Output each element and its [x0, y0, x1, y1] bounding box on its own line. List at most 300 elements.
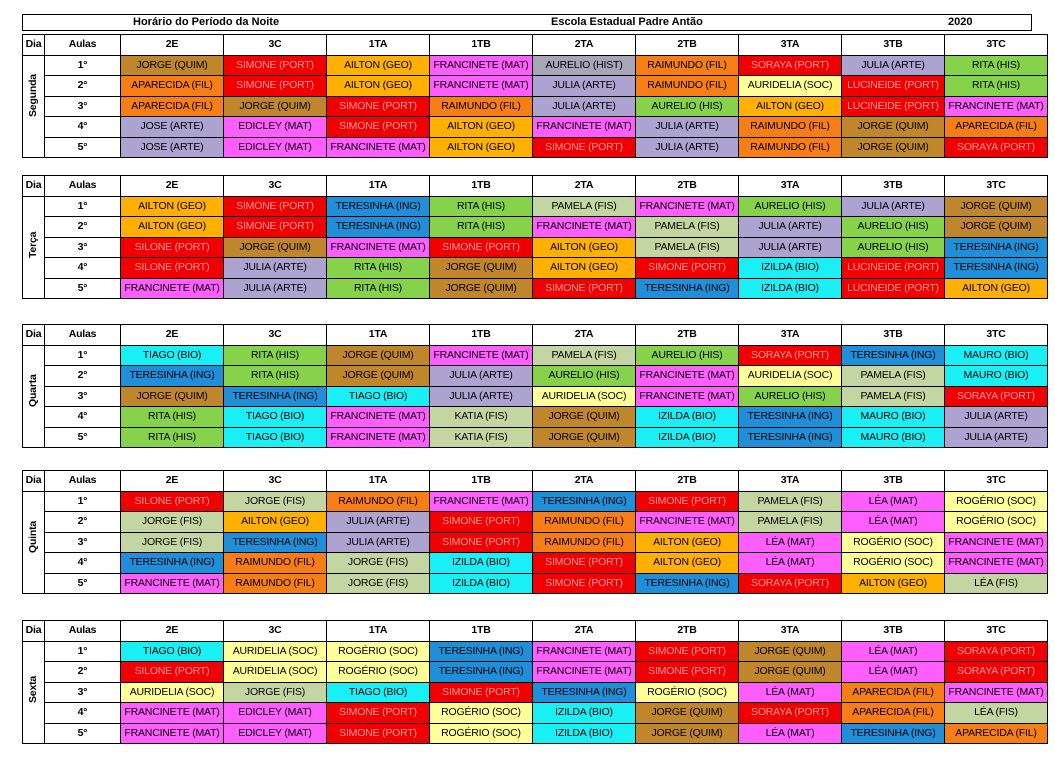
schedule-cell: AURELIO (HIS) — [636, 96, 739, 117]
schedule-cell: AILTON (GEO) — [327, 76, 430, 97]
day-name: Sexta — [27, 675, 39, 703]
schedule-cell: PAMELA (FIS) — [739, 512, 842, 533]
column-header: 2TA — [533, 176, 636, 197]
lesson-number: 3° — [45, 386, 121, 407]
schedule-cell: AURIDELIA (SOC) — [121, 682, 224, 703]
column-header: Aulas — [45, 176, 121, 197]
header-row — [23, 176, 1048, 197]
column-header: Aulas — [45, 621, 121, 642]
schedule-cell: APARECIDA (FIL) — [121, 76, 224, 97]
schedule-cell: JULIA (ARTE) — [533, 96, 636, 117]
column-header: 3C — [224, 325, 327, 346]
schedule-cell: AILTON (GEO) — [121, 196, 224, 217]
column-header: 3C — [224, 621, 327, 642]
schedule-cell: FRANCINETE (MAT) — [327, 427, 430, 448]
schedule-cell: PAMELA (FIS) — [636, 217, 739, 238]
schedule-cell: SILONE (PORT) — [121, 258, 224, 279]
schedule-cell: JORGE (FIS) — [327, 553, 430, 574]
schedule-cell: JULIA (ARTE) — [327, 532, 430, 553]
schedule-cell: RITA (HIS) — [224, 345, 327, 366]
schedule-cell: JULIA (ARTE) — [430, 366, 533, 387]
header-row — [23, 621, 1048, 642]
schedule-cell: KATIA (FIS) — [430, 407, 533, 428]
table-row — [23, 682, 1048, 703]
schedule-cell: ROGÉRIO (SOC) — [636, 682, 739, 703]
schedule-cell: SIMONE (PORT) — [533, 553, 636, 574]
schedule-cell: JULIA (ARTE) — [327, 512, 430, 533]
column-header: 2TB — [636, 621, 739, 642]
lesson-number: 1° — [45, 491, 121, 512]
schedule-cell: TERESINHA (ING) — [121, 553, 224, 574]
schedule-cell: FRANCINETE (MAT) — [327, 137, 430, 158]
table-row — [23, 641, 1048, 662]
table-row — [23, 345, 1048, 366]
schedule-cell: APARECIDA (FIL) — [945, 117, 1048, 138]
schedule-cell: JORGE (QUIM) — [430, 258, 533, 279]
schedule-cell: RAIMUNDO (FIL) — [636, 76, 739, 97]
schedule-cell: FRANCINETE (MAT) — [430, 345, 533, 366]
column-header: 2TA — [533, 35, 636, 56]
lesson-number: 3° — [45, 682, 121, 703]
schedule-cell: SIMONE (PORT) — [430, 532, 533, 553]
schedule-cell: JULIA (ARTE) — [739, 237, 842, 258]
table-row — [23, 532, 1048, 553]
column-header: 3TB — [842, 325, 945, 346]
schedule-cell: MAURO (BIO) — [945, 366, 1048, 387]
schedule-cell: AURELIO (HIS) — [739, 386, 842, 407]
schedule-cell: JORGE (FIS) — [121, 512, 224, 533]
schedule-cell: SIMONE (PORT) — [327, 703, 430, 724]
day-name: Terça — [27, 231, 39, 258]
schedule-cell: LUCINEIDE (PORT) — [842, 278, 945, 299]
schedule-title: Horário do Período da Noite — [133, 16, 280, 28]
schedule-cell: LÉA (FIS) — [945, 703, 1048, 724]
table-row — [23, 407, 1048, 428]
column-header: 1TB — [430, 471, 533, 492]
column-header: 1TB — [430, 176, 533, 197]
schedule-cell: TIAGO (BIO) — [224, 427, 327, 448]
column-header: 3TA — [739, 35, 842, 56]
column-header: 3TC — [945, 325, 1048, 346]
column-header: 3TC — [945, 621, 1048, 642]
schedule-cell: SIMONE (PORT) — [327, 96, 430, 117]
table-row — [23, 723, 1048, 744]
schedule-cell: ROGÉRIO (SOC) — [430, 723, 533, 744]
schedule-cell: RITA (HIS) — [430, 217, 533, 238]
schedule-cell: SIMONE (PORT) — [636, 641, 739, 662]
lesson-number: 2° — [45, 76, 121, 97]
column-header: 3TB — [842, 35, 945, 56]
day-name: Quarta — [27, 374, 39, 407]
schedule-cell: RAIMUNDO (FIL) — [224, 573, 327, 594]
lesson-number: 4° — [45, 117, 121, 138]
schedule-cell: SIMONE (PORT) — [224, 196, 327, 217]
schedule-cell: FRANCINETE (MAT) — [533, 117, 636, 138]
schedule-cell: TERESINHA (ING) — [945, 237, 1048, 258]
schedule-cell: TIAGO (BIO) — [327, 682, 430, 703]
column-header: 3TC — [945, 471, 1048, 492]
column-header: Aulas — [45, 35, 121, 56]
table-row — [23, 55, 1048, 76]
schedule-cell: JORGE (QUIM) — [636, 703, 739, 724]
schedule-cell: JULIA (ARTE) — [224, 278, 327, 299]
schedule-cell: JORGE (QUIM) — [430, 278, 533, 299]
schedule-cell: FRANCINETE (MAT) — [636, 366, 739, 387]
lesson-number: 2° — [45, 662, 121, 683]
schedule-cell: SORAYA (PORT) — [945, 662, 1048, 683]
schedule-cell: TERESINHA (ING) — [636, 278, 739, 299]
column-header: Dia — [23, 325, 45, 346]
schedule-cell: FRANCINETE (MAT) — [533, 662, 636, 683]
schedule-cell: TERESINHA (ING) — [842, 345, 945, 366]
schedule-cell: JORGE (QUIM) — [121, 55, 224, 76]
schedule-cell: RAIMUNDO (FIL) — [533, 512, 636, 533]
lesson-number: 2° — [45, 217, 121, 238]
column-header: 2TB — [636, 471, 739, 492]
column-header: 3TB — [842, 471, 945, 492]
header-row — [23, 35, 1048, 56]
schedule-cell: IZILDA (BIO) — [636, 427, 739, 448]
schedule-cell: SIMONE (PORT) — [533, 137, 636, 158]
schedule-cell: SORAYA (PORT) — [739, 345, 842, 366]
column-header: 3C — [224, 35, 327, 56]
schedule-cell: SIMONE (PORT) — [224, 217, 327, 238]
schedule-cell: SIMONE (PORT) — [327, 723, 430, 744]
schedule-cell: RITA (HIS) — [945, 55, 1048, 76]
column-header: 3TA — [739, 621, 842, 642]
schedule-cell: PAMELA (FIS) — [533, 345, 636, 366]
schedule-cell: AILTON (GEO) — [327, 55, 430, 76]
schedule-cell: JULIA (ARTE) — [945, 427, 1048, 448]
column-header: 2E — [121, 621, 224, 642]
column-header: 3C — [224, 176, 327, 197]
schedule-cell: FRANCINETE (MAT) — [945, 682, 1048, 703]
schedule-cell: LÉA (MAT) — [842, 641, 945, 662]
day-label — [23, 345, 45, 448]
schedule-cell: RAIMUNDO (FIL) — [533, 532, 636, 553]
day-table-3 — [22, 470, 1048, 594]
schedule-cell: AILTON (GEO) — [636, 553, 739, 574]
column-header: 2E — [121, 35, 224, 56]
schedule-cell: JORGE (QUIM) — [224, 237, 327, 258]
schedule-cell: JULIA (ARTE) — [224, 258, 327, 279]
schedule-cell: PAMELA (FIS) — [739, 491, 842, 512]
schedule-cell: RITA (HIS) — [327, 278, 430, 299]
day-name: Segunda — [27, 73, 39, 117]
schedule-cell: AURIDELIA (SOC) — [739, 76, 842, 97]
schedule-cell: TERESINHA (ING) — [430, 641, 533, 662]
schedule-cell: JULIA (ARTE) — [945, 407, 1048, 428]
schedule-cell: JORGE (QUIM) — [739, 641, 842, 662]
schedule-cell: FRANCINETE (MAT) — [430, 491, 533, 512]
column-header: 1TA — [327, 35, 430, 56]
schedule-cell: JORGE (QUIM) — [121, 386, 224, 407]
schedule-cell: AURIDELIA (SOC) — [533, 386, 636, 407]
schedule-cell: AILTON (GEO) — [533, 258, 636, 279]
schedule-cell: JULIA (ARTE) — [842, 55, 945, 76]
schedule-cell: TERESINHA (ING) — [224, 532, 327, 553]
schedule-cell: RITA (HIS) — [121, 427, 224, 448]
column-header: 3TA — [739, 176, 842, 197]
schedule-cell: MAURO (BIO) — [842, 407, 945, 428]
schedule-cell: LÉA (MAT) — [739, 532, 842, 553]
column-header: 3TA — [739, 325, 842, 346]
schedule-cell: LUCINEIDE (PORT) — [842, 96, 945, 117]
lesson-number: 3° — [45, 237, 121, 258]
schedule-cell: JORGE (QUIM) — [533, 427, 636, 448]
schedule-cell: FRANCINETE (MAT) — [121, 703, 224, 724]
schedule-cell: SORAYA (PORT) — [739, 573, 842, 594]
table-row — [23, 427, 1048, 448]
schedule-cell: JULIA (ARTE) — [636, 117, 739, 138]
header-row — [23, 325, 1048, 346]
schedule-cell: IZILDA (BIO) — [636, 407, 739, 428]
schedule-cell: JORGE (QUIM) — [533, 407, 636, 428]
schedule-cell: EDICLEY (MAT) — [224, 137, 327, 158]
schedule-cell: RAIMUNDO (FIL) — [430, 96, 533, 117]
schedule-cell: APARECIDA (FIL) — [121, 96, 224, 117]
column-header: 2TB — [636, 176, 739, 197]
column-header: 2TA — [533, 621, 636, 642]
schedule-cell: TIAGO (BIO) — [121, 641, 224, 662]
schedule-cell: RITA (HIS) — [121, 407, 224, 428]
schedule-cell: SIMONE (PORT) — [224, 76, 327, 97]
lesson-number: 2° — [45, 366, 121, 387]
schedule-cell: TIAGO (BIO) — [327, 386, 430, 407]
schedule-cell: SIMONE (PORT) — [636, 662, 739, 683]
schedule-cell: ROGÉRIO (SOC) — [327, 662, 430, 683]
schedule-cell: KATIA (FIS) — [430, 427, 533, 448]
lesson-number: 3° — [45, 532, 121, 553]
schedule-cell: RAIMUNDO (FIL) — [739, 137, 842, 158]
schedule-cell: SILONE (PORT) — [121, 662, 224, 683]
table-row — [23, 137, 1048, 158]
schedule-cell: RAIMUNDO (FIL) — [327, 491, 430, 512]
column-header: 1TB — [430, 325, 533, 346]
lesson-number: 1° — [45, 345, 121, 366]
schedule-cell: FRANCINETE (MAT) — [636, 196, 739, 217]
schedule-cell: EDICLEY (MAT) — [224, 117, 327, 138]
schedule-cell: JORGE (QUIM) — [327, 366, 430, 387]
schedule-cell: JORGE (QUIM) — [945, 217, 1048, 238]
table-row — [23, 217, 1048, 238]
schedule-cell: APARECIDA (FIL) — [842, 703, 945, 724]
schedule-cell: SILONE (PORT) — [121, 237, 224, 258]
day-table-2 — [22, 324, 1048, 448]
column-header: 2TA — [533, 471, 636, 492]
table-row — [23, 96, 1048, 117]
schedule-cell: AURELIO (HIS) — [842, 237, 945, 258]
schedule-cell: AURIDELIA (SOC) — [224, 662, 327, 683]
table-row — [23, 76, 1048, 97]
schedule-cell: TERESINHA (ING) — [739, 407, 842, 428]
column-header: Dia — [23, 471, 45, 492]
lesson-number: 1° — [45, 641, 121, 662]
schedule-cell: AURELIO (HIST) — [533, 55, 636, 76]
schedule-cell: JOSE (ARTE) — [121, 137, 224, 158]
table-row — [23, 491, 1048, 512]
schedule-cell: TERESINHA (ING) — [327, 217, 430, 238]
column-header: 1TA — [327, 176, 430, 197]
schedule-cell: JORGE (FIS) — [121, 532, 224, 553]
schedule-cell: AILTON (GEO) — [430, 117, 533, 138]
schedule-cell: RITA (HIS) — [945, 76, 1048, 97]
schedule-cell: AILTON (GEO) — [533, 237, 636, 258]
schedule-cell: IZILDA (BIO) — [533, 703, 636, 724]
schedule-cell: IZILDA (BIO) — [430, 553, 533, 574]
schedule-cell: SIMONE (PORT) — [430, 237, 533, 258]
schedule-cell: JOSE (ARTE) — [121, 117, 224, 138]
schedule-cell: JORGE (QUIM) — [636, 723, 739, 744]
schedule-cell: AURELIO (HIS) — [739, 196, 842, 217]
schedule-cell: TERESINHA (ING) — [533, 682, 636, 703]
schedule-cell: FRANCINETE (MAT) — [121, 573, 224, 594]
lesson-number: 5° — [45, 278, 121, 299]
schedule-cell: JULIA (ARTE) — [636, 137, 739, 158]
lesson-number: 4° — [45, 258, 121, 279]
schedule-cell: AILTON (GEO) — [842, 573, 945, 594]
schedule-cell: ROGÉRIO (SOC) — [327, 641, 430, 662]
schedule-cell: FRANCINETE (MAT) — [430, 55, 533, 76]
schedule-cell: AILTON (GEO) — [739, 96, 842, 117]
schedule-cell: ROGÉRIO (SOC) — [945, 491, 1048, 512]
lesson-number: 2° — [45, 512, 121, 533]
lesson-number: 1° — [45, 55, 121, 76]
schedule-cell: RAIMUNDO (FIL) — [739, 117, 842, 138]
schedule-cell: LÉA (MAT) — [842, 512, 945, 533]
lesson-number: 3° — [45, 96, 121, 117]
schedule-cell: EDICLEY (MAT) — [224, 703, 327, 724]
column-header: Dia — [23, 621, 45, 642]
column-header: 3TB — [842, 621, 945, 642]
column-header: 2TB — [636, 325, 739, 346]
column-header: 3TA — [739, 471, 842, 492]
day-label — [23, 196, 45, 299]
schedule-cell: AILTON (GEO) — [121, 217, 224, 238]
lesson-number: 5° — [45, 137, 121, 158]
schedule-cell: JULIA (ARTE) — [842, 196, 945, 217]
column-header: 3TC — [945, 176, 1048, 197]
schedule-cell: ROGÉRIO (SOC) — [945, 512, 1048, 533]
column-header: 1TA — [327, 621, 430, 642]
table-row — [23, 258, 1048, 279]
schedule-cell: LÉA (MAT) — [842, 491, 945, 512]
schedule-cell: SORAYA (PORT) — [945, 137, 1048, 158]
schedule-cell: LUCINEIDE (PORT) — [842, 258, 945, 279]
schedule-cell: FRANCINETE (MAT) — [945, 532, 1048, 553]
table-row — [23, 196, 1048, 217]
schedule-cell: FRANCINETE (MAT) — [636, 386, 739, 407]
schedule-cell: FRANCINETE (MAT) — [533, 217, 636, 238]
schedule-cell: IZILDA (BIO) — [739, 278, 842, 299]
column-header: 2TA — [533, 325, 636, 346]
table-row — [23, 512, 1048, 533]
schedule-cell: JORGE (QUIM) — [842, 117, 945, 138]
schedule-cell: RITA (HIS) — [327, 258, 430, 279]
schedule-cell: TERESINHA (ING) — [739, 427, 842, 448]
schedule-cell: JULIA (ARTE) — [533, 76, 636, 97]
schedule-cell: AILTON (GEO) — [430, 137, 533, 158]
schedule-cell: ROGÉRIO (SOC) — [842, 553, 945, 574]
schedule-cell: JORGE (QUIM) — [327, 345, 430, 366]
schedule-cell: AILTON (GEO) — [224, 512, 327, 533]
column-header: 1TA — [327, 325, 430, 346]
schedule-cell: FRANCINETE (MAT) — [533, 641, 636, 662]
column-header: Aulas — [45, 325, 121, 346]
column-header: 1TB — [430, 621, 533, 642]
column-header: 2E — [121, 471, 224, 492]
schedule-cell: FRANCINETE (MAT) — [945, 96, 1048, 117]
column-header: 2TB — [636, 35, 739, 56]
schedule-cell: LUCINEIDE (PORT) — [842, 76, 945, 97]
schedule-cell: JULIA (ARTE) — [739, 217, 842, 238]
table-row — [23, 117, 1048, 138]
day-table-1 — [22, 175, 1048, 299]
schedule-cell: FRANCINETE (MAT) — [945, 553, 1048, 574]
day-table-4 — [22, 620, 1048, 744]
schedule-cell: FRANCINETE (MAT) — [327, 237, 430, 258]
column-header: 3C — [224, 471, 327, 492]
lesson-number: 4° — [45, 407, 121, 428]
schedule-cell: RAIMUNDO (FIL) — [224, 553, 327, 574]
schedule-cell: LÉA (MAT) — [842, 662, 945, 683]
header-row — [23, 471, 1048, 492]
schedule-cell: LÉA (MAT) — [739, 723, 842, 744]
schedule-cell: APARECIDA (FIL) — [945, 723, 1048, 744]
day-name: Quinta — [27, 520, 39, 553]
column-header: 2E — [121, 325, 224, 346]
schedule-cell: LÉA (MAT) — [739, 682, 842, 703]
schedule-cell: IZILDA (BIO) — [739, 258, 842, 279]
column-header: Dia — [23, 35, 45, 56]
schedule-cell: SIMONE (PORT) — [533, 278, 636, 299]
schedule-cell: SIMONE (PORT) — [327, 117, 430, 138]
schedule-cell: MAURO (BIO) — [945, 345, 1048, 366]
lesson-number: 5° — [45, 723, 121, 744]
schedule-cell: AURELIO (HIS) — [533, 366, 636, 387]
day-table-0 — [22, 34, 1048, 158]
schedule-cell: PAMELA (FIS) — [842, 366, 945, 387]
schedule-cell: TIAGO (BIO) — [121, 345, 224, 366]
schedule-cell: IZILDA (BIO) — [430, 573, 533, 594]
table-row — [23, 278, 1048, 299]
schedule-cell: SIMONE (PORT) — [430, 682, 533, 703]
schedule-cell: JULIA (ARTE) — [430, 386, 533, 407]
schedule-cell: FRANCINETE (MAT) — [121, 278, 224, 299]
column-header: 3TB — [842, 176, 945, 197]
schedule-cell: SORAYA (PORT) — [739, 703, 842, 724]
schedule-cell: LÉA (MAT) — [739, 553, 842, 574]
schedule-cell: ROGÉRIO (SOC) — [430, 703, 533, 724]
table-row — [23, 703, 1048, 724]
year-label: 2020 — [948, 16, 973, 28]
schedule-cell: SORAYA (PORT) — [945, 641, 1048, 662]
column-header: Dia — [23, 176, 45, 197]
schedule-cell: AURELIO (HIS) — [842, 217, 945, 238]
schedule-cell: TERESINHA (ING) — [636, 573, 739, 594]
schedule-cell: TERESINHA (ING) — [945, 258, 1048, 279]
schedule-cell: JORGE (FIS) — [224, 682, 327, 703]
schedule-cell: AILTON (GEO) — [636, 532, 739, 553]
schedule-cell: SILONE (PORT) — [121, 491, 224, 512]
schedule-cell: TERESINHA (ING) — [327, 196, 430, 217]
day-label — [23, 491, 45, 594]
schedule-cell: TIAGO (BIO) — [224, 407, 327, 428]
schedule-cell: TERESINHA (ING) — [533, 491, 636, 512]
schedule-cell: SIMONE (PORT) — [430, 512, 533, 533]
schedule-cell: JORGE (QUIM) — [945, 196, 1048, 217]
schedule-cell: SIMONE (PORT) — [533, 573, 636, 594]
